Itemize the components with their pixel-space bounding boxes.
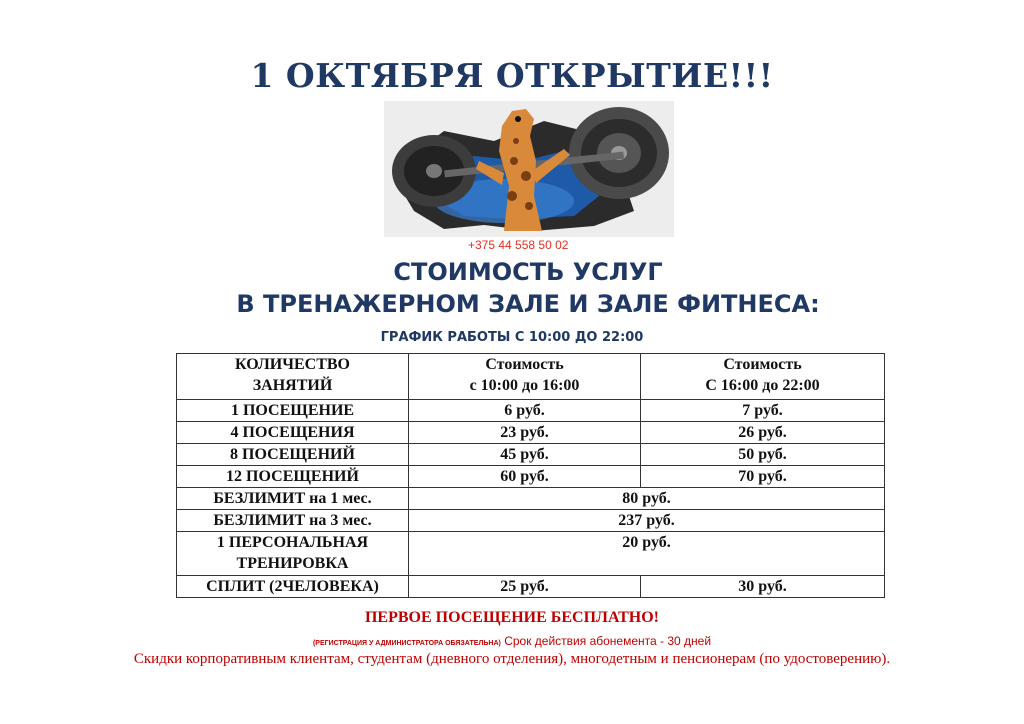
row-price-evening: 30 руб. bbox=[641, 576, 885, 598]
row-name: БЕЗЛИМИТ на 1 мес. bbox=[177, 488, 409, 510]
registration-required: (РЕГИСТРАЦИЯ У АДМИНИСТРАТОРА ОБЯЗАТЕЛЬНА) bbox=[312, 640, 501, 647]
gym-banner-image bbox=[384, 101, 674, 237]
gym-banner-giraffe-weights-icon bbox=[384, 101, 674, 237]
row-price-day: 45 руб. bbox=[409, 444, 641, 466]
table-row bbox=[177, 400, 885, 422]
header-price-evening-line1: Стоимость bbox=[723, 356, 802, 373]
discounts-note: Скидки корпоративным клиентам, студентам (дневного отделения), многодетным и пенсионерам (по удостоверению). bbox=[133, 651, 891, 667]
row-price-day: 6 руб. bbox=[409, 400, 641, 422]
row-price: 237 руб. bbox=[409, 510, 885, 532]
row-price-day: 23 руб. bbox=[409, 422, 641, 444]
registration-note bbox=[0, 634, 1024, 648]
header-quantity: КОЛИЧЕСТВО ЗАНЯТИЙ bbox=[177, 354, 409, 400]
header-price-evening bbox=[641, 354, 885, 400]
table-row bbox=[177, 444, 885, 466]
row-name: 4 ПОСЕЩЕНИЯ bbox=[177, 422, 409, 444]
header-price-day bbox=[409, 354, 641, 400]
working-hours: ГРАФИК РАБОТЫ С 10:00 ДО 22:00 bbox=[380, 330, 644, 345]
table-row bbox=[177, 532, 885, 576]
header-price-day-line2: с 10:00 до 16:00 bbox=[469, 377, 580, 394]
row-price-day: 25 руб. bbox=[409, 576, 641, 598]
row-name: БЕЗЛИМИТ на 3 мес. bbox=[177, 510, 409, 532]
services-heading-line2: В ТРЕНАЖЕРНОМ ЗАЛЕ И ЗАЛЕ ФИТНЕСА: bbox=[236, 290, 820, 318]
table-row bbox=[177, 510, 885, 532]
row-price: 80 руб. bbox=[409, 488, 885, 510]
phone-number: +375 44 558 50 02 bbox=[468, 238, 569, 252]
row-name: 8 ПОСЕЩЕНИЙ bbox=[177, 444, 409, 466]
row-price-evening: 70 руб. bbox=[641, 466, 885, 488]
row-name: СПЛИТ (2ЧЕЛОВЕКА) bbox=[177, 576, 409, 598]
row-name: 1 ПОСЕЩЕНИЕ bbox=[177, 400, 409, 422]
header-price-day-line1: Стоимость bbox=[485, 356, 564, 373]
row-price-evening: 50 руб. bbox=[641, 444, 885, 466]
row-name: 12 ПОСЕЩЕНИЙ bbox=[177, 466, 409, 488]
subscription-validity: Срок действия абонемента - 30 дней bbox=[504, 634, 712, 648]
table-row bbox=[177, 466, 885, 488]
table-row bbox=[177, 488, 885, 510]
services-heading-line1: СТОИМОСТЬ УСЛУГ bbox=[393, 258, 663, 286]
table-row bbox=[177, 422, 885, 444]
free-first-visit: ПЕРВОЕ ПОСЕЩЕНИЕ БЕСПЛАТНО! bbox=[364, 609, 659, 626]
row-price: 20 руб. bbox=[409, 532, 885, 576]
header-price-evening-line2: С 16:00 до 22:00 bbox=[705, 377, 820, 394]
row-price-evening: 26 руб. bbox=[641, 422, 885, 444]
price-table bbox=[176, 353, 885, 598]
table-row bbox=[177, 576, 885, 598]
row-price-day: 60 руб. bbox=[409, 466, 641, 488]
row-name: 1 ПЕРСОНАЛЬНАЯ ТРЕНИРОВКА bbox=[177, 532, 409, 576]
row-price-evening: 7 руб. bbox=[641, 400, 885, 422]
page-title: 1 ОКТЯБРЯ ОТКРЫТИЕ!!! bbox=[250, 56, 774, 95]
table-header-row bbox=[177, 354, 885, 400]
